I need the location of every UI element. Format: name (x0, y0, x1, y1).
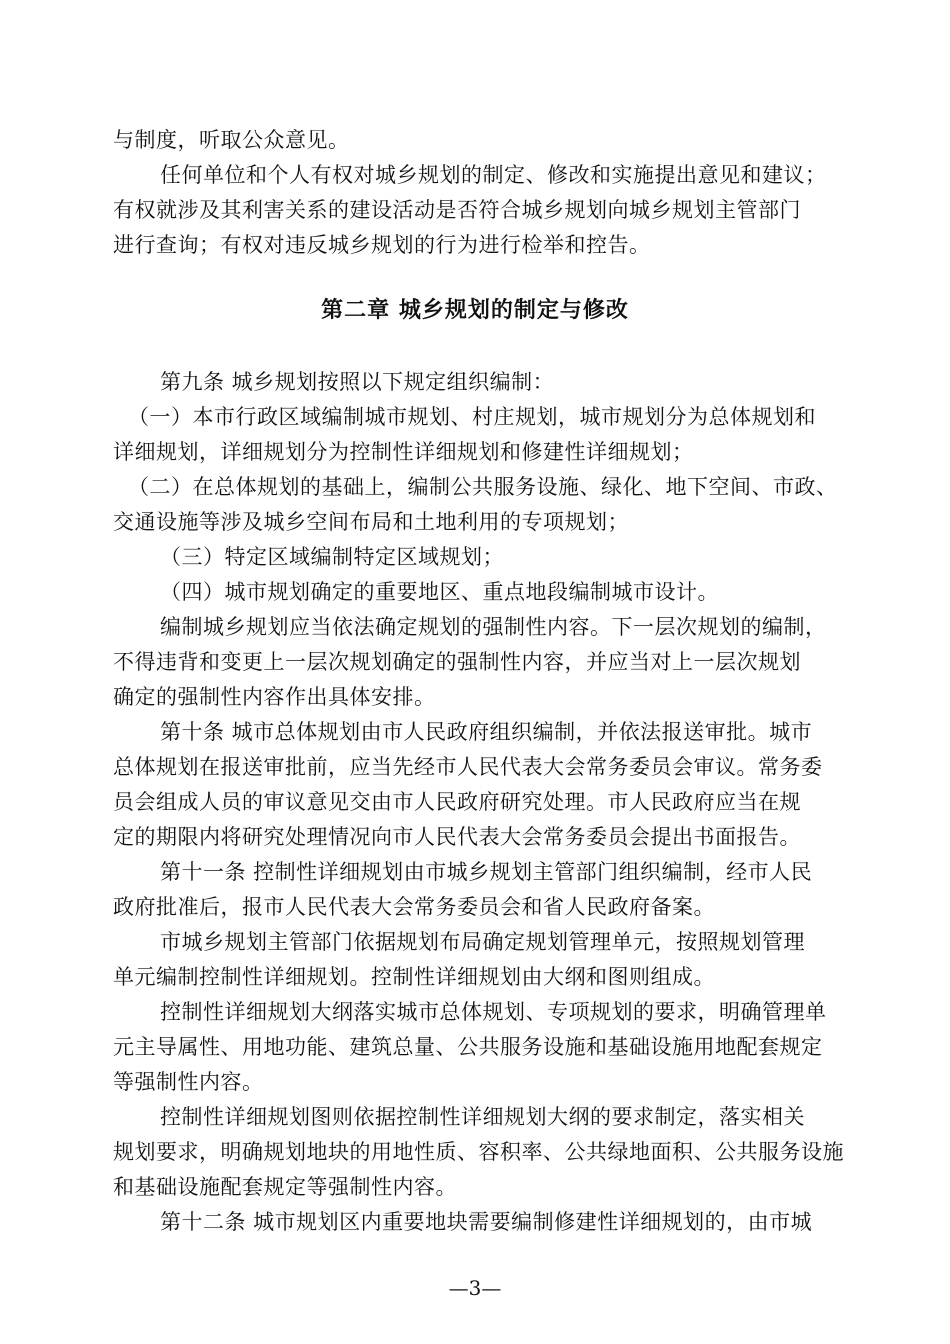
text-line: 控制性详细规划图则依据控制性详细规划大纲的要求制定，落实相关 (160, 1105, 805, 1129)
text-line: （三）特定区域编制特定区域规划； (160, 545, 504, 569)
text-line: 规划要求，明确规划地块的用地性质、容积率、公共绿地面积、公共服务设施 (113, 1140, 844, 1164)
text-line: 任何单位和个人有权对城乡规划的制定、修改和实施提出意见和建议； (160, 163, 827, 187)
text-line: 进行查询；有权对违反城乡规划的行为进行检举和控告。 (113, 233, 651, 257)
text-line: 定的期限内将研究处理情况向市人民代表大会常务委员会提出书面报告。 (113, 825, 801, 849)
text-line: 等强制性内容。 (113, 1070, 264, 1094)
chapter-heading: 第二章 城乡规划的制定与修改 (321, 298, 629, 323)
text-line: 政府批准后，报市人民代表大会常务委员会和省人民政府备案。 (113, 895, 715, 919)
text-line: 确定的强制性内容作出具体安排。 (113, 685, 436, 709)
text-line: 控制性详细规划大纲落实城市总体规划、专项规划的要求，明确管理单 (160, 1000, 827, 1024)
text-line: 详细规划，详细规划分为控制性详细规划和修建性详细规划； (113, 440, 694, 464)
text-line: 第九条 城乡规划按照以下规定组织编制： (160, 370, 555, 394)
text-line: （四）城市规划确定的重要地区、重点地段编制城市设计。 (160, 580, 719, 604)
text-line: 单元编制控制性详细规划。控制性详细规划由大纲和图则组成。 (113, 965, 715, 989)
text-line: 第十二条 城市规划区内重要地块需要编制修建性详细规划的，由市城 (160, 1210, 813, 1234)
text-line: 不得违背和变更上一层次规划确定的强制性内容，并应当对上一层次规划 (113, 650, 801, 674)
text-line: 总体规划在报送审批前，应当先经市人民代表大会常务委员会审议。常务委 (113, 755, 823, 779)
text-line: 第十一条 控制性详细规划由市城乡规划主管部门组织编制，经市人民 (160, 860, 813, 884)
text-line: 与制度，听取公众意见。 (113, 128, 350, 152)
page-number: —3— (448, 1276, 502, 1300)
text-line: 市城乡规划主管部门依据规划布局确定规划管理单元，按照规划管理 (160, 930, 805, 954)
text-line: 和基础设施配套规定等强制性内容。 (113, 1175, 457, 1199)
text-line: 编制城乡规划应当依法确定规划的强制性内容。下一层次规划的编制， (160, 615, 827, 639)
text-line: （二）在总体规划的基础上，编制公共服务设施、绿化、地下空间、市政、 (128, 475, 838, 499)
text-line: （一）本市行政区域编制城市规划、村庄规划，城市规划分为总体规划和 (128, 405, 816, 429)
text-line: 有权就涉及其利害关系的建设活动是否符合城乡规划向城乡规划主管部门 (113, 198, 801, 222)
text-line: 元主导属性、用地功能、建筑总量、公共服务设施和基础设施用地配套规定 (113, 1035, 823, 1059)
text-line: 第十条 城市总体规划由市人民政府组织编制，并依法报送审批。城市 (160, 720, 813, 744)
text-line: 员会组成人员的审议意见交由市人民政府研究处理。市人民政府应当在规 (113, 790, 801, 814)
text-line: 交通设施等涉及城乡空间布局和土地利用的专项规划； (113, 510, 629, 534)
